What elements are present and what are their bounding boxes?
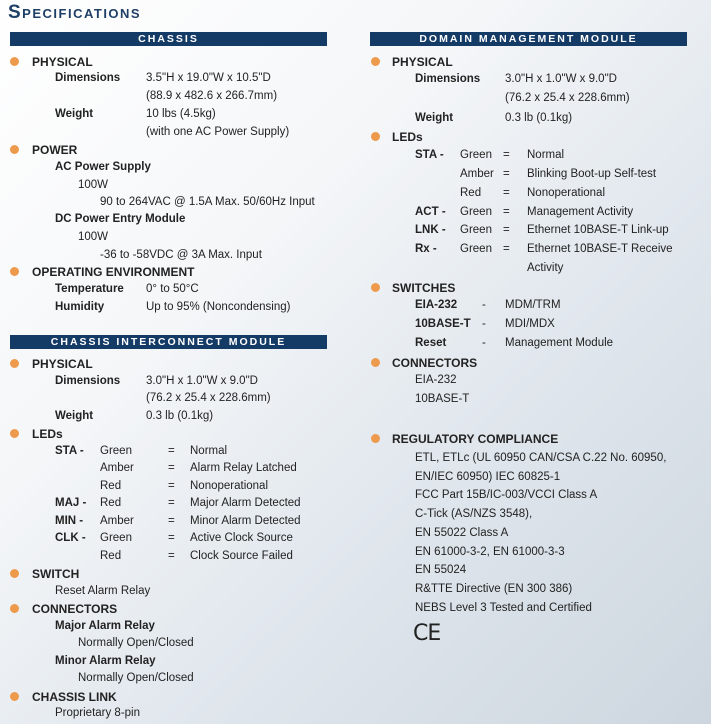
spec-label: Dimensions	[415, 73, 481, 85]
spec-label: Weight	[55, 410, 94, 422]
spec-label: Weight	[55, 108, 94, 120]
spec-value: 0.3 lb (0.1kg)	[505, 112, 573, 124]
spec-value: Management Activity	[527, 206, 634, 218]
section-heading: PHYSICAL	[32, 55, 93, 69]
spec-value: Red	[100, 550, 122, 562]
spec-value: Blinking Boot-up Self-test	[527, 168, 657, 180]
spec-value: =	[503, 149, 510, 161]
section-bar-chassis: CHASSIS	[10, 32, 327, 46]
spec-label: Dimensions	[55, 375, 121, 387]
spec-label: EIA-232	[415, 299, 458, 311]
spec-value: Green	[100, 445, 132, 457]
section-heading: CONNECTORS	[392, 356, 478, 370]
spec-label: 10BASE-T	[415, 318, 471, 330]
spec-value: (76.2 x 25.4 x 228.6mm)	[146, 392, 271, 404]
bullet-icon	[10, 692, 19, 701]
spec-label: Minor Alarm Relay	[55, 655, 156, 667]
bullet-icon	[371, 358, 380, 367]
bullet-icon	[10, 145, 19, 154]
spec-value: R&TTE Directive (EN 300 386)	[415, 583, 573, 595]
spec-value: =	[168, 445, 175, 457]
bullet-icon	[10, 359, 19, 368]
spec-value: =	[168, 480, 175, 492]
spec-value: Red	[460, 187, 482, 199]
spec-value: Amber	[460, 168, 494, 180]
bullet-icon	[371, 283, 380, 292]
spec-value: (with one AC Power Supply)	[146, 126, 290, 138]
spec-value: (88.9 x 482.6 x 266.7mm)	[146, 90, 278, 102]
bullet-icon	[371, 434, 380, 443]
spec-value: NEBS Level 3 Tested and Certified	[415, 602, 592, 614]
section-heading: LEDs	[32, 427, 63, 441]
spec-value: Major Alarm Detected	[190, 497, 301, 509]
spec-value: Normal	[527, 149, 565, 161]
spec-value: Normally Open/Closed	[78, 637, 194, 649]
spec-value: Normal	[190, 445, 228, 457]
bullet-icon	[10, 569, 19, 578]
spec-label: CLK -	[55, 532, 86, 544]
spec-label: AC Power Supply	[55, 161, 151, 173]
spec-value: 100W	[78, 231, 109, 243]
spec-label: MIN -	[55, 515, 84, 527]
spec-label: Major Alarm Relay	[55, 620, 155, 632]
spec-value: 10 lbs (4.5kg)	[146, 108, 216, 120]
spec-value: =	[168, 462, 175, 474]
spec-label: STA -	[55, 445, 84, 457]
spec-value: Red	[100, 497, 122, 509]
spec-value: Proprietary 8-pin	[55, 707, 141, 719]
spec-value: Ethernet 10BASE-T Link-up	[527, 224, 669, 236]
bullet-icon	[10, 429, 19, 438]
section-heading: POWER	[32, 143, 78, 157]
spec-value: =	[503, 168, 510, 180]
spec-value: EN 55022 Class A	[415, 527, 509, 539]
spec-label: Temperature	[55, 283, 124, 295]
bullet-icon	[10, 604, 19, 613]
section-heading: CONNECTORS	[32, 602, 118, 616]
spec-value: =	[168, 532, 175, 544]
spec-value: 90 to 264VAC @ 1.5A Max. 50/60Hz Input	[100, 196, 315, 208]
bullet-icon	[10, 267, 19, 276]
spec-value: EN/IEC 60950) IEC 60825-1	[415, 471, 561, 483]
spec-value: Management Module	[505, 337, 614, 349]
spec-value: Green	[100, 532, 132, 544]
spec-label: MAJ -	[55, 497, 87, 509]
spec-value: 0.3 lb (0.1kg)	[146, 410, 214, 422]
spec-value: Reset Alarm Relay	[55, 585, 151, 597]
spec-value: 100W	[78, 179, 109, 191]
spec-value: 3.0"H x 1.0"W x 9.0"D	[505, 73, 617, 85]
spec-value: Active Clock Source	[190, 532, 293, 544]
spec-value: =	[503, 243, 510, 255]
spec-value: Red	[100, 480, 122, 492]
spec-value: Amber	[100, 462, 134, 474]
spec-value: Activity	[527, 262, 564, 274]
section-heading: SWITCHES	[392, 281, 456, 295]
spec-value: 3.0"H x 1.0"W x 9.0"D	[146, 375, 258, 387]
spec-value: -	[482, 337, 486, 349]
spec-label: ACT -	[415, 206, 446, 218]
spec-value: Amber	[100, 515, 134, 527]
spec-value: Minor Alarm Detected	[190, 515, 301, 527]
spec-value: Green	[460, 243, 492, 255]
spec-value: Green	[460, 206, 492, 218]
spec-value: -	[482, 318, 486, 330]
spec-value: MDM/TRM	[505, 299, 561, 311]
section-heading: SWITCH	[32, 567, 80, 581]
spec-value: FCC Part 15B/IC-003/VCCI Class A	[415, 489, 598, 501]
spec-value: =	[168, 550, 175, 562]
spec-value: EIA-232	[415, 374, 457, 386]
spec-label: Rx -	[415, 243, 437, 255]
bullet-icon	[371, 132, 380, 141]
spec-label: Dimensions	[55, 72, 121, 84]
spec-value: Nonoperational	[190, 480, 269, 492]
section-heading: OPERATING ENVIRONMENT	[32, 265, 195, 279]
bullet-icon	[371, 57, 380, 66]
section-heading: REGULATORY COMPLIANCE	[392, 432, 559, 446]
section-bar-domain-management: DOMAIN MANAGEMENT MODULE	[370, 32, 687, 46]
spec-value: Nonoperational	[527, 187, 606, 199]
spec-value: Green	[460, 224, 492, 236]
spec-value: MDI/MDX	[505, 318, 555, 330]
spec-value: -	[482, 299, 486, 311]
section-bar-chassis-interconnect: CHASSIS INTERCONNECT MODULE	[10, 335, 327, 349]
spec-value: 0° to 50°C	[146, 283, 199, 295]
spec-value: Up to 95% (Noncondensing)	[146, 301, 291, 313]
bullet-icon	[10, 57, 19, 66]
spec-label: Weight	[415, 112, 454, 124]
section-heading: LEDs	[392, 130, 423, 144]
spec-label: LNK -	[415, 224, 446, 236]
spec-label: DC Power Entry Module	[55, 213, 186, 225]
spec-value: =	[168, 497, 175, 509]
spec-value: 3.5"H x 19.0"W x 10.5"D	[146, 72, 271, 84]
spec-value: =	[503, 206, 510, 218]
spec-label: Reset	[415, 337, 447, 349]
spec-value: Green	[460, 149, 492, 161]
page-title: Specifications	[8, 2, 142, 23]
section-heading: CHASSIS LINK	[32, 690, 117, 704]
spec-value: EN 55024	[415, 564, 467, 576]
spec-value: Ethernet 10BASE-T Receive	[527, 243, 673, 255]
spec-value: =	[503, 187, 510, 199]
spec-value: EN 61000-3-2, EN 61000-3-3	[415, 546, 565, 558]
spec-value: C-Tick (AS/NZS 3548),	[415, 508, 533, 520]
spec-value: -36 to -58VDC @ 3A Max. Input	[100, 249, 262, 261]
spec-value: =	[168, 515, 175, 527]
spec-value: Clock Source Failed	[190, 550, 293, 562]
spec-value: ETL, ETLc (UL 60950 CAN/CSA C.22 No. 60950,	[415, 452, 667, 464]
spec-value: 10BASE-T	[415, 393, 470, 405]
section-heading: PHYSICAL	[32, 357, 93, 371]
spec-value: Alarm Relay Latched	[190, 462, 297, 474]
spec-value: (76.2 x 25.4 x 228.6mm)	[505, 92, 630, 104]
spec-value: =	[503, 224, 510, 236]
section-heading: PHYSICAL	[392, 55, 453, 69]
spec-label: STA -	[415, 149, 444, 161]
spec-label: Humidity	[55, 301, 105, 313]
spec-value: Normally Open/Closed	[78, 672, 194, 684]
ce-mark-icon: CE	[413, 621, 441, 646]
